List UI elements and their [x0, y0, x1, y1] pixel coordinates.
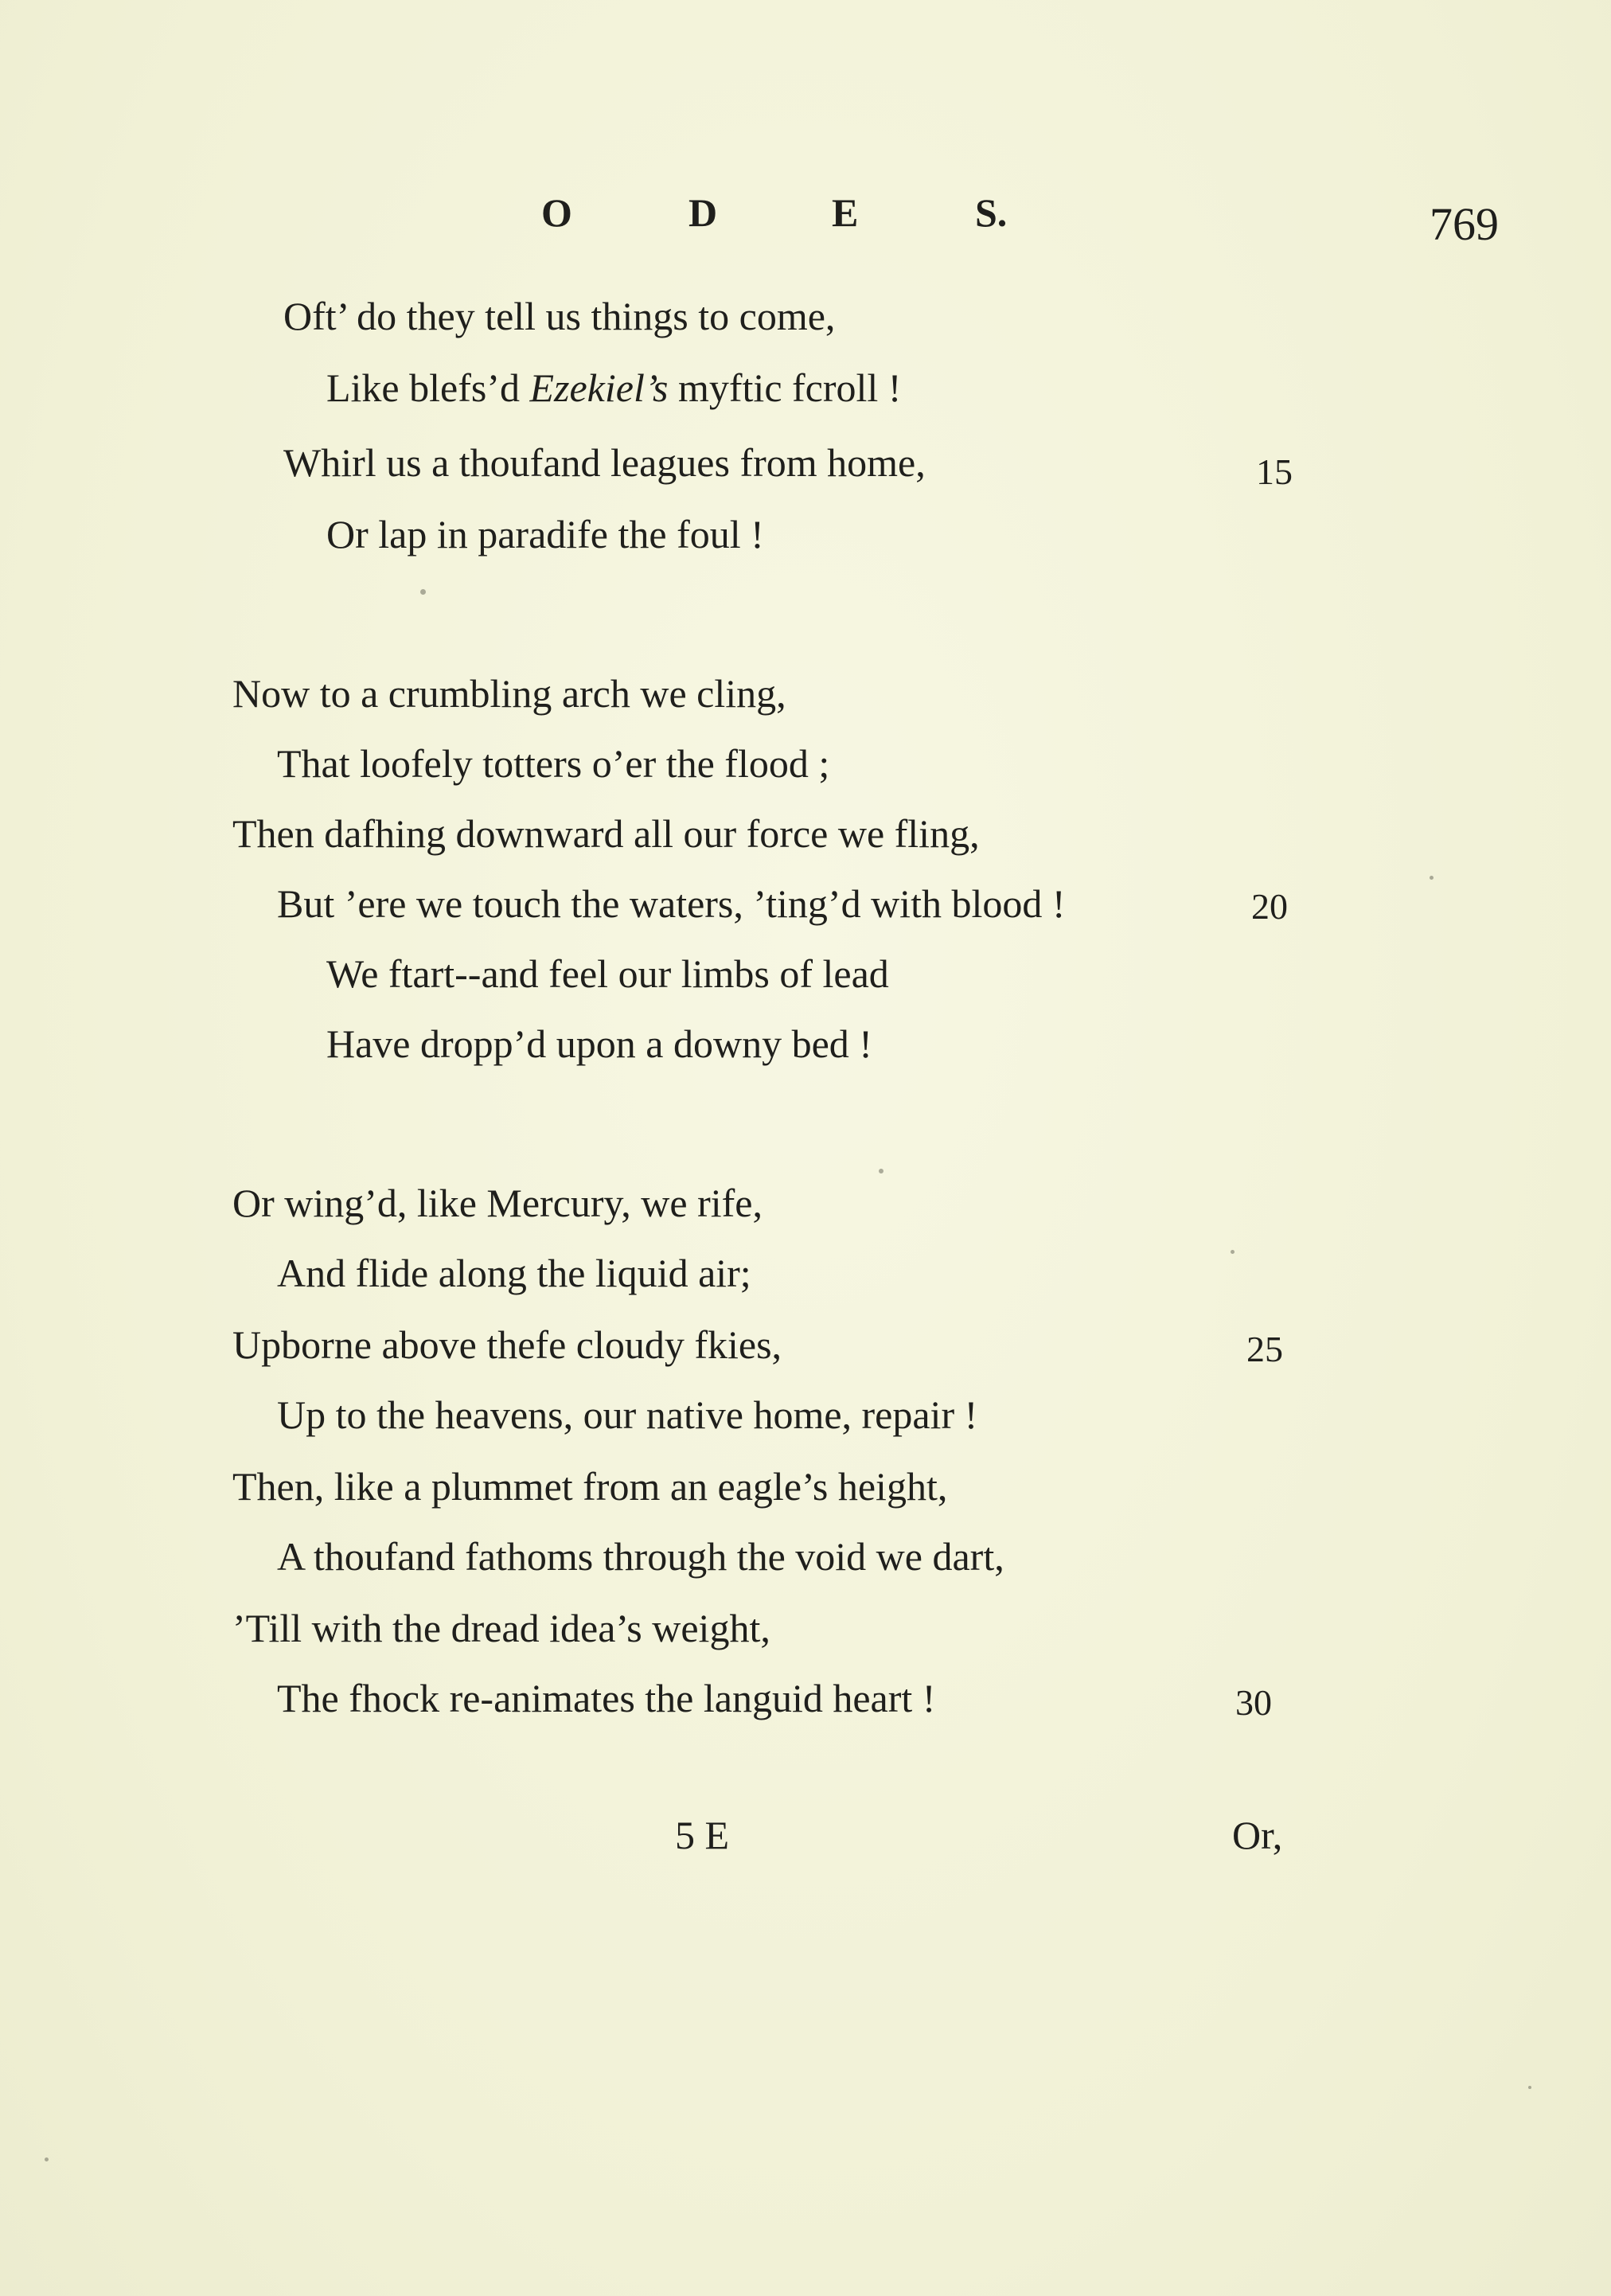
- running-head-letter: E: [832, 190, 859, 235]
- verse-line: Have dropp’d upon a downy bed !: [326, 1021, 872, 1066]
- verse-line: The fhock re-animates the languid heart !: [277, 1676, 936, 1720]
- line-number: 25: [1246, 1329, 1283, 1369]
- paper-speck: [879, 1169, 884, 1173]
- verse-line: Oft’ do they tell us things to come,: [283, 294, 836, 338]
- verse-text: myftic fcroll !: [668, 365, 902, 410]
- verse-line: A thoufand fathoms through the void we dart,: [277, 1534, 1004, 1579]
- running-head-letter: O: [541, 190, 572, 235]
- verse-line: Or lap in paradife the foul !: [326, 512, 764, 556]
- verse-line: Whirl us a thoufand leagues from home,: [283, 440, 926, 485]
- paper-speck: [420, 589, 426, 595]
- verse-line: Up to the heavens, our native home, repair !: [277, 1392, 978, 1437]
- verse-line: Or wing’d, like Mercury, we rife,: [232, 1181, 763, 1225]
- verse-line: Then, like a plummet from an eagle’s height,: [232, 1464, 948, 1509]
- line-number: 20: [1251, 886, 1288, 927]
- page-number: 769: [1430, 198, 1499, 250]
- verse-line: We ftart--and feel our limbs of lead: [326, 951, 889, 996]
- verse-line: Now to a crumbling arch we cling,: [232, 671, 786, 716]
- catchword: Or,: [1232, 1813, 1283, 1857]
- paper-speck: [1231, 1250, 1235, 1254]
- verse-line: And flide along the liquid air;: [277, 1251, 751, 1295]
- paper-speck: [1430, 876, 1434, 880]
- paper-speck: [1528, 2086, 1531, 2089]
- running-head-letter: S.: [975, 190, 1008, 235]
- running-head-letter: D: [688, 190, 718, 235]
- verse-line: ’Till with the dread idea’s weight,: [232, 1606, 770, 1650]
- paper-speck: [45, 2157, 49, 2161]
- verse-line: That loofely totters o’er the flood ;: [277, 741, 830, 786]
- line-number: 30: [1235, 1682, 1272, 1723]
- signature-mark: 5 E: [675, 1813, 730, 1857]
- line-number: 15: [1256, 451, 1293, 492]
- verse-text: Like blefs’d: [326, 365, 530, 410]
- italic-name: Ezekiel’s: [529, 365, 669, 410]
- verse-line: Then dafhing downward all our force we fling,: [232, 811, 980, 856]
- verse-line: Upborne above thefe cloudy fkies,: [232, 1322, 782, 1367]
- verse-line: But ’ere we touch the waters, ’ting’d with blood !: [277, 881, 1066, 926]
- verse-line: [326, 365, 902, 410]
